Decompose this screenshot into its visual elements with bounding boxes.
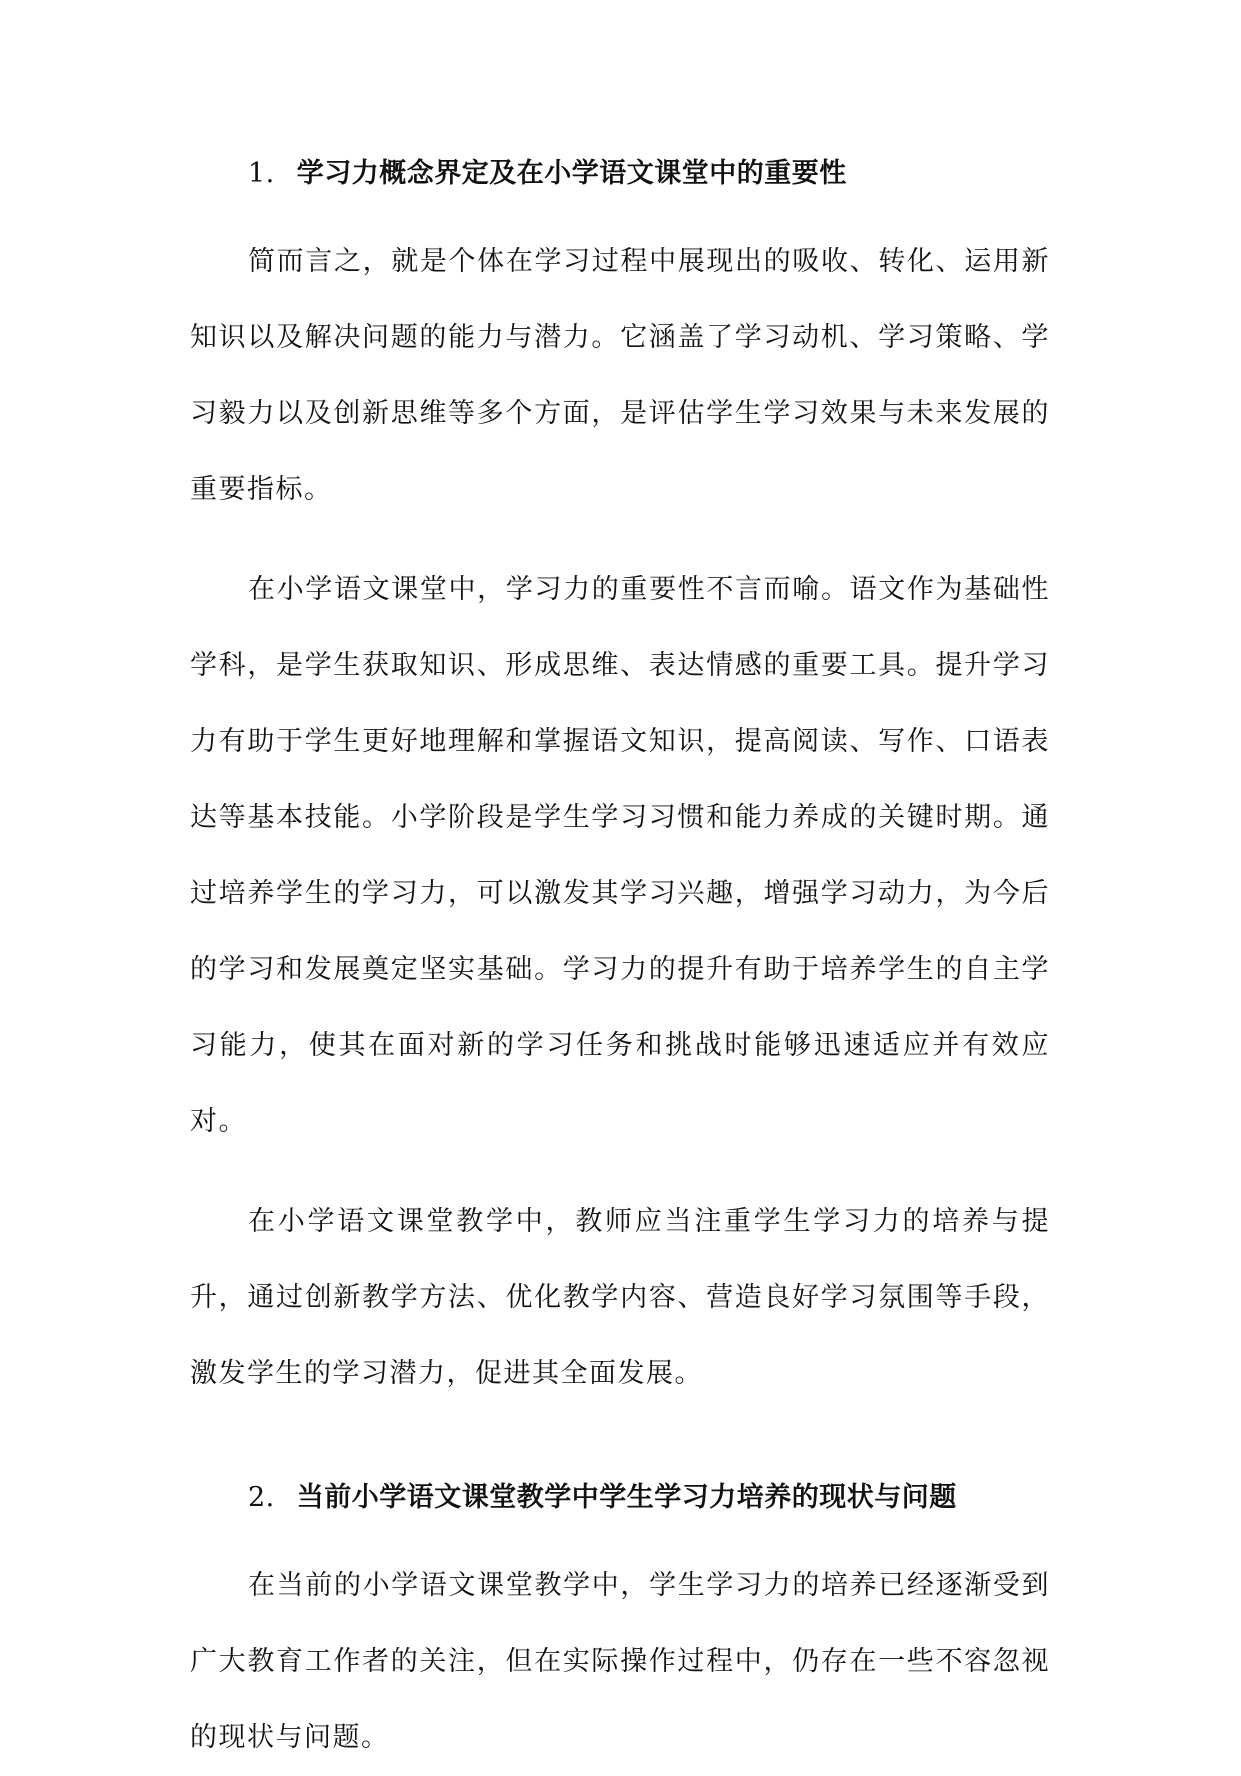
document-body xyxy=(190,150,1050,1776)
section-2-heading xyxy=(190,1474,1050,1522)
section-1-number: 1. xyxy=(248,158,275,189)
section-2-number: 2. xyxy=(248,1482,275,1513)
section-1-paragraph-3: 在小学语文课堂教学中，教师应当注重学生学习力的培养与提升，通过创新教学方法、优化教学内容、营造良好学习氛围等手段，激发学生的学习潜力，促进其全面发展。 xyxy=(190,1206,1050,1389)
section-1-paragraph-1: 简而言之，就是个体在学习过程中展现出的吸收、转化、运用新知识以及解决问题的能力与潜力。它涵盖了学习动机、学习策略、学习毅力以及创新思维等多个方面，是评估学生学习效果与未来发展的重要指标。 xyxy=(190,246,1050,505)
section-2-title: 当前小学语文课堂教学中学生学习力培养的现状与问题 xyxy=(296,1482,957,1513)
section-1-title: 学习力概念界定及在小学语文课堂中的重要性 xyxy=(296,158,847,189)
section-1-heading xyxy=(190,150,1050,198)
section-2-paragraph-1: 在当前的小学语文课堂教学中，学生学习力的培养已经逐渐受到广大教育工作者的关注，但在实际操作过程中，仍存在一些不容忽视的现状与问题。 xyxy=(190,1570,1050,1753)
section-1-paragraph-2: 在小学语文课堂中，学习力的重要性不言而喻。语文作为基础性学科，是学生获取知识、形成思维、表达情感的重要工具。提升学习力有助于学生更好地理解和掌握语文知识，提高阅读、写作、口语表达等基本技能。小学阶段是学生学习习惯和能力养成的关键时期。通过培养学生的学习力，可以激发其学习兴趣，增强学习动力，为今后的学习和发展奠定坚实基础。学习力的提升有助于培养学生的自主学习能力，使其在面对新的学习任务和挑战时能够迅速适应并有效应对。 xyxy=(190,574,1050,1137)
